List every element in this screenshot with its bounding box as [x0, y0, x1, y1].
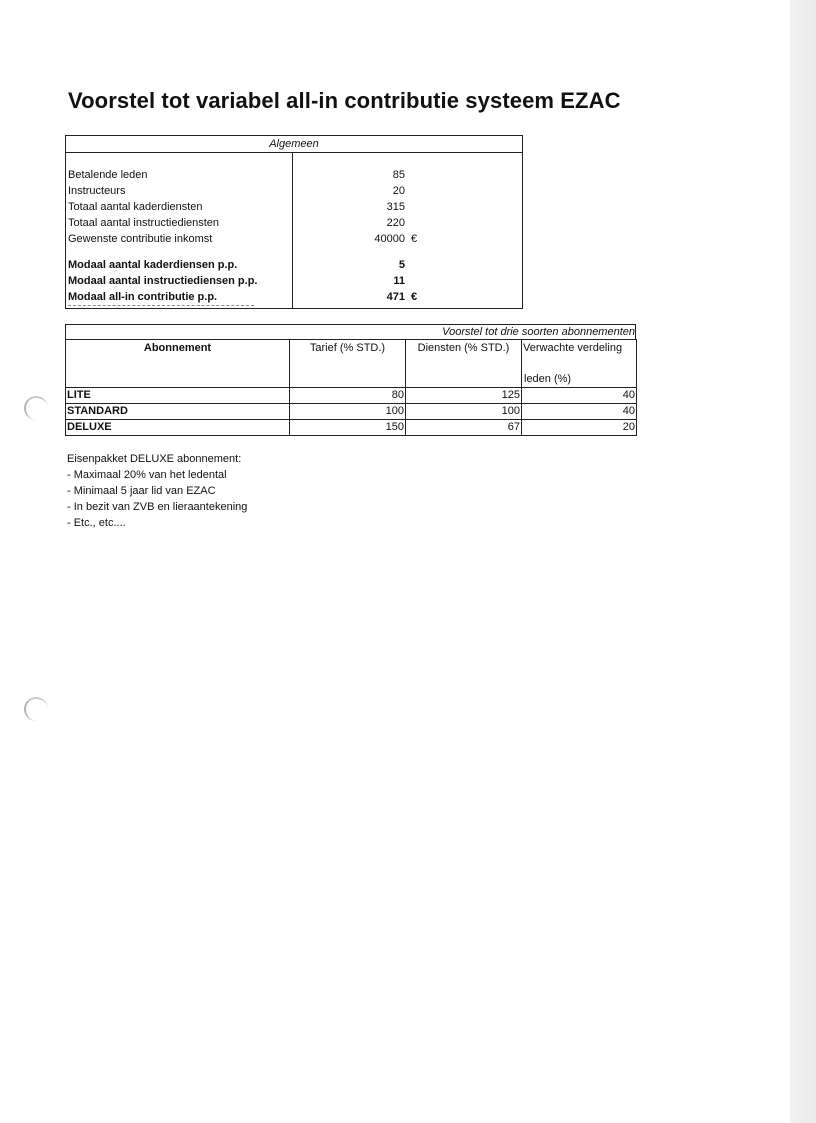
column-header-diensten: Diensten (% STD.) — [406, 340, 522, 388]
general-row-label: Totaal aantal instructiediensten — [68, 217, 220, 229]
value-number: 85 — [392, 169, 405, 181]
general-row-value — [293, 273, 522, 289]
notes-item: - Etc., etc.... — [67, 517, 126, 529]
document-title: Voorstel tot variabel all-in contributie systeem EZAC — [68, 88, 621, 113]
general-row-value — [293, 215, 522, 231]
column-header-tarief: Tarief (% STD.) — [290, 340, 406, 388]
verdeling-cell: 40 — [522, 404, 637, 420]
column-header-verdeling — [522, 340, 637, 388]
general-table-header: Algemeen — [66, 136, 522, 153]
value-number: 471 — [386, 291, 405, 303]
notes-item: - Minimaal 5 jaar lid van EZAC — [67, 485, 216, 497]
diensten-cell: 125 — [406, 388, 522, 404]
table-row — [66, 388, 637, 404]
table-row — [66, 420, 637, 436]
value-number: 40000 — [374, 233, 405, 245]
value-number: 11 — [393, 275, 405, 287]
general-row-label: Modaal aantal instructiediensen p.p. — [68, 275, 258, 287]
diensten-cell: 100 — [406, 404, 522, 420]
value-number: 5 — [398, 259, 405, 271]
verdeling-cell: 40 — [522, 388, 637, 404]
tarief-cell: 80 — [290, 388, 406, 404]
subscription-table — [65, 324, 636, 436]
column-header-verdeling-line1: Verwachte verdeling — [523, 342, 623, 354]
diensten-cell: 67 — [406, 420, 522, 436]
table-row — [66, 404, 637, 420]
value-number: 220 — [386, 217, 405, 229]
general-table-body — [66, 153, 522, 308]
general-table-values — [293, 153, 522, 308]
row-spacer — [68, 247, 292, 257]
general-row-value — [293, 257, 522, 273]
general-row-label: Modaal all-in contributie p.p. — [68, 289, 254, 306]
subscription-table-caption: Voorstel tot drie soorten abonnementen — [65, 324, 636, 339]
general-row-value — [293, 289, 522, 305]
tarief-cell: 150 — [290, 420, 406, 436]
punch-hole-top — [24, 396, 48, 420]
general-row-label: Totaal aantal kaderdiensten — [68, 201, 203, 213]
scanned-page-edge — [790, 0, 816, 1123]
row-spacer — [293, 247, 522, 257]
tarief-cell: 100 — [290, 404, 406, 420]
subscription-name: LITE — [66, 388, 290, 404]
general-row-value — [293, 183, 522, 199]
subscription-name: STANDARD — [66, 404, 290, 420]
deluxe-requirements — [67, 451, 247, 531]
general-row-value — [293, 199, 522, 215]
punch-hole-bottom — [24, 697, 48, 721]
general-row-label: Gewenste contributie inkomst — [68, 233, 213, 245]
value-number: 20 — [392, 185, 405, 197]
general-row-value — [293, 167, 522, 183]
subscription-name: DELUXE — [66, 420, 290, 436]
notes-item: - Maximaal 20% van het ledental — [67, 469, 227, 481]
value-unit: € — [411, 291, 418, 303]
column-header-verdeling-line2: leden (%) — [524, 373, 572, 385]
general-row-label: Modaal aantal kaderdiensen p.p. — [68, 259, 238, 271]
general-row-label: Instructeurs — [68, 185, 126, 197]
subscription-grid — [65, 339, 637, 436]
general-row-value — [293, 231, 522, 247]
column-header-abonnement: Abonnement — [66, 340, 290, 388]
notes-heading: Eisenpakket DELUXE abonnement: — [67, 453, 242, 465]
verdeling-cell: 20 — [522, 420, 637, 436]
general-table-labels — [66, 153, 293, 308]
table-header-row — [66, 340, 637, 388]
general-row-label: Betalende leden — [68, 169, 148, 181]
notes-item: - In bezit van ZVB en lieraantekening — [67, 501, 248, 513]
general-table — [65, 135, 523, 309]
value-unit: € — [411, 233, 418, 245]
value-number: 315 — [386, 201, 405, 213]
